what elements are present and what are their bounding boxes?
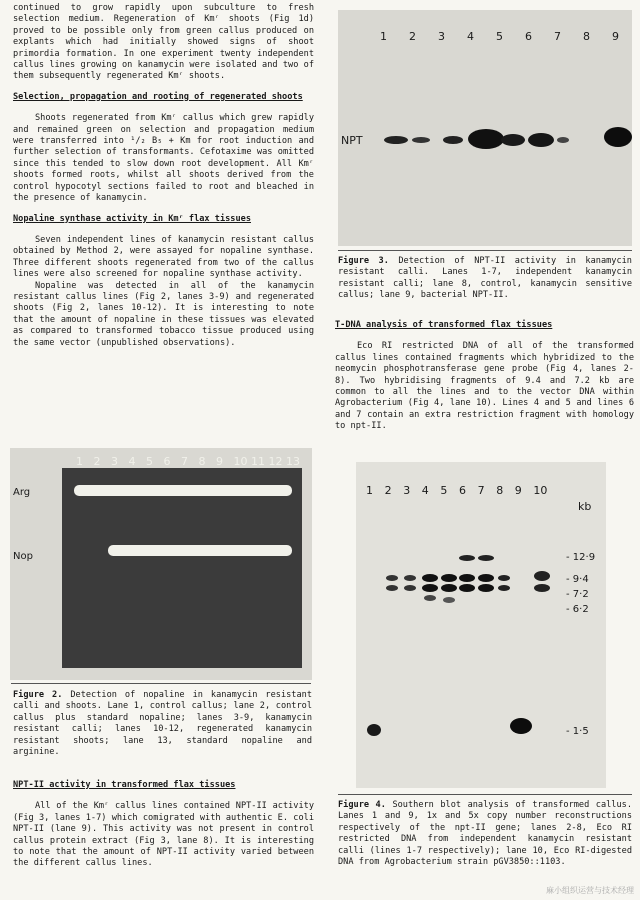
section-title-npt: NPT-II activity in transformed flax tissues	[13, 780, 236, 790]
section-body-nopaline-2: Nopaline was detected in all of the kanamycin resistant callus lines (Fig 2, lanes 3-9) and regenerated shoots (Fig 2, lanes 10-12). It is interesting to note that the amount of nopaline in these tissues was elevated as compared to transformed tobacco tissue produced using the same vector (unpublished observations).	[13, 280, 314, 348]
figure-4-caption-label: Figure 4.	[338, 800, 386, 810]
section-title-selection: Selection, propagation and rooting of regenerated shoots	[13, 91, 303, 102]
figure-4-bands	[356, 462, 606, 788]
intro-paragraph: continued to grow rapidly upon subculture to fresh selection medium. Regeneration of Kmʳ shoots (Fig 1d) proved to be possible only from green callus produced on explants which had initially showed signs of shoot primordia formation. In one experiment twenty independent callus lines growing on kanamycin were isolated and two of them subsequently regenerated Kmʳ shoots.	[13, 3, 314, 82]
figure-2-gel	[62, 468, 302, 668]
lane-label-1: 1	[76, 455, 83, 468]
npt-section	[13, 780, 314, 870]
figure-2-caption-label: Figure 2.	[13, 690, 63, 700]
section-title-nopaline: Nopaline synthase activity in Kmʳ flax tissues	[13, 213, 251, 224]
section-body-tdna: Eco RI restricted DNA of all of the transformed callus lines contained fragments which hybridized to the neomycin phosphotransferase gene probe (Fig 4, lanes 2-8). Two hybridising fragments of 9.4 and 7.2 kb are common to all the lines and to the vector DNA within Agrobacterium (Fig 4, lane 10). Lines 4 and 5 and lines 6 and 7 contain an extra restriction fragment with homology to npt-II.	[335, 341, 634, 432]
lane-label-9: 9	[514, 484, 522, 497]
lane-label-9: 9	[216, 455, 223, 468]
lane-label-3: 3	[111, 455, 118, 468]
lane-label-10: 10	[233, 455, 248, 468]
size-marker-3: - 7·2	[566, 589, 589, 600]
figure-2-row-nop: Nop	[13, 551, 33, 562]
figure-2-caption	[13, 690, 312, 758]
lane-label-8: 8	[496, 484, 504, 497]
lane-label-13: 13	[286, 455, 300, 468]
lane-label-2: 2	[384, 484, 392, 497]
figure-2-row-arg: Arg	[13, 487, 31, 498]
lane-label-2: 2	[93, 455, 101, 468]
section-body-npt: All of the Kmʳ callus lines contained NPT-II activity (Fig 3, lanes 1-7) which comigrated with authentic E. coli NPT-II (lane 9). This activity was not present in control callus protein extract (Fig 3, lane 8). It is interesting to note that the amount of NPT-II activity varied between the different callus lines.	[13, 801, 314, 869]
section-title-tdna: T-DNA analysis of transformed flax tissues	[335, 320, 553, 330]
figure-3-row-npt: NPT	[341, 134, 363, 147]
lane-label-12: 12	[268, 455, 283, 468]
lane-label-8: 8	[198, 455, 206, 468]
lane-label-7: 7	[554, 30, 561, 43]
lane-label-5: 5	[440, 484, 448, 497]
lane-label-5: 5	[496, 30, 503, 43]
figure-3-bands	[338, 10, 632, 246]
figure-4-unit: kb	[578, 500, 592, 513]
figure-4-rule	[338, 794, 632, 795]
figure-4-caption	[338, 800, 632, 868]
figure-3-caption-label: Figure 3.	[338, 256, 389, 266]
lane-label-3: 3	[438, 30, 445, 43]
tdna-section	[335, 320, 634, 433]
section-body-selection: Shoots regenerated from Kmʳ callus which grew rapidly and remained green on selection and propagation medium were transferred into ¹/₂ B₅ + Km for root induction and further selection of transformants. Cefotaxime was omitted since this tended to slow down root development. All Kmʳ shoots formed roots, whilst all shoots derived from the control hypocotyl sections failed to root and bleached in the presence of kanamycin.	[13, 113, 314, 204]
watermark: 麻小组织运营与技术经理	[546, 886, 634, 895]
size-marker-4: - 6·2	[566, 604, 589, 615]
lane-label-6: 6	[163, 455, 171, 468]
size-marker-2: - 9·4	[566, 574, 589, 585]
lane-label-6: 6	[459, 484, 466, 497]
lane-label-6: 6	[525, 30, 532, 43]
lane-label-1: 1	[366, 484, 373, 497]
figure-2-rule	[11, 683, 311, 684]
lane-label-7: 7	[477, 484, 485, 497]
lane-label-4: 4	[467, 30, 474, 43]
lane-label-8: 8	[583, 30, 590, 43]
lane-label-1: 1	[380, 30, 387, 43]
lane-label-2: 2	[409, 30, 416, 43]
lane-label-5: 5	[146, 455, 153, 468]
figure-3-caption	[338, 256, 632, 302]
section-body-nopaline-1: Seven independent lines of kanamycin resistant callus obtained by Method 2, were assayed for nopaline synthase. Three different shoots regenerated from two of the callus lines were also screened for nopaline synthase activity.	[13, 234, 314, 280]
left-column	[13, 3, 314, 349]
figure-2-caption-text: Detection of nopaline in kanamycin resistant calli and shoots. Lane 1, control callus; lane 2, control callus plus standard nopaline; lanes 3-9, kanamycin resistant calli; lanes 10-12, regenerated kanamycin resistant shoots; lane 13, standard nopaline and arginine.	[13, 690, 312, 758]
lane-label-10: 10	[533, 484, 548, 497]
lane-label-9: 9	[612, 30, 619, 43]
lane-label-4: 4	[421, 484, 429, 497]
figure-3-caption-text: Detection of NPT-II activity in kanamycin resistant calli. Lanes 1-7, independent kanamycin resistant calli; lane 8, control, kanamycin sensitive callus; lane 9, bacterial NPT-II.	[338, 256, 632, 301]
figure-2-lane-labels	[76, 455, 302, 469]
lane-label-4: 4	[128, 455, 136, 468]
size-marker-1: - 12·9	[566, 552, 596, 563]
figure-3-rule	[338, 250, 632, 251]
lane-label-3: 3	[403, 484, 411, 497]
lane-label-7: 7	[181, 455, 188, 468]
figure-4-caption-text: Southern blot analysis of transformed callus. Lanes 1 and 9, 1x and 5x copy number reconstructions respectively of the npt-II gene; lanes 2-8, Eco RI restricted DNA from independent kanamycin resistant calli (lines 1-7 respectively); lane 10, Eco RI-digested DNA from Agrobacterium strain pGV3850::1103.	[338, 800, 632, 868]
size-marker-5: - 1·5	[566, 726, 589, 737]
lane-label-11: 11	[251, 455, 265, 468]
